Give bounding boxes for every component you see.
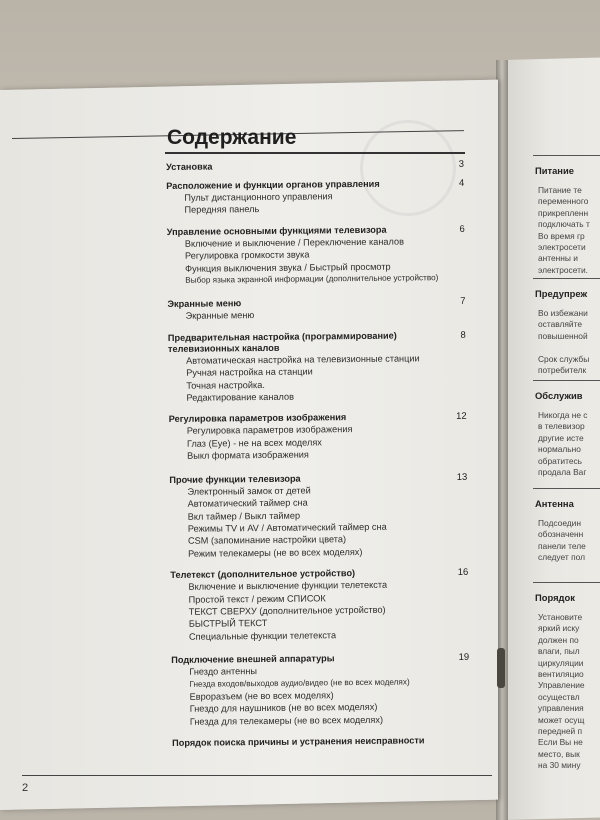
toc-item: Вкл таймер / Выкл таймер xyxy=(187,510,301,522)
toc-item: Гнездо для наушников (не во всех моделях) xyxy=(189,702,378,715)
right-section-rule xyxy=(533,155,600,156)
toc-page-number: 7 xyxy=(460,296,466,308)
toc-page-number: 13 xyxy=(456,471,468,483)
bottom-rule xyxy=(22,775,492,776)
toc-heading: Экранные меню xyxy=(167,298,242,310)
toc-page-number: 6 xyxy=(459,223,465,235)
toc-item: Специальные функции телетекста xyxy=(188,629,337,642)
right-section-text: Никогда не с в телевизор другие исте нормально обратитесь продала Ваг xyxy=(538,410,588,478)
toc-page-number: 16 xyxy=(457,566,469,579)
toc-section xyxy=(167,296,467,323)
right-section-heading: Антенна xyxy=(535,498,574,509)
right-page-content xyxy=(505,0,600,800)
right-section-heading: Питание xyxy=(535,165,574,176)
toc-item: Электронный замок от детей xyxy=(187,485,311,497)
toc-item: Гнездо антенны xyxy=(189,666,258,677)
toc-item: Включение и выключение / Переключение каналов xyxy=(184,236,405,249)
toc-item: Простой текст / режим СПИСОК xyxy=(188,592,326,605)
page-number: 2 xyxy=(22,782,29,794)
toc-item: Точная настройка. xyxy=(186,379,265,391)
toc-item: Ручная настройка на станции xyxy=(186,366,313,379)
toc-heading: Управление основными функциями телевизора xyxy=(166,224,387,237)
right-section-heading: Предупреж xyxy=(535,288,588,299)
toc-section xyxy=(171,652,472,728)
toc-item: Функция выключения звука / Быстрый просмотр xyxy=(185,261,391,274)
right-section-text: Во избежани оставляйте повышенной Срок службы потребителк xyxy=(538,308,590,376)
toc-item: Гнезда для телекамеры (не во всех моделях) xyxy=(189,714,384,727)
toc-item: Выкл формата изображения xyxy=(187,449,309,462)
title-underline xyxy=(165,152,465,154)
right-section-text: Подсоедин обозначенн панели теле следует пол xyxy=(538,518,586,563)
toc-item: Выбор языка экранной информации (дополнительное устройство) xyxy=(185,273,439,285)
toc-item: Регулировка параметров изображения xyxy=(186,424,353,437)
toc-heading: Предварительная настройка (программирование) телевизионных каналов xyxy=(167,330,397,354)
toc-page-number: 12 xyxy=(456,411,467,423)
toc-item: Режимы TV и AV / Автоматический таймер сна xyxy=(187,521,387,534)
right-section-text: Питание те переменного прикрепленн подключать т Во время гр электросети антенны и электросети. xyxy=(538,185,590,275)
toc-page-number: 3 xyxy=(458,158,465,170)
title-box xyxy=(165,118,465,158)
toc-item: Редактирование каналов xyxy=(186,391,295,403)
toc-page-number: 8 xyxy=(460,329,466,341)
toc-heading: Телетекст (дополнительное устройство) xyxy=(170,568,356,581)
toc-heading: Прочие функции телевизора xyxy=(169,473,301,485)
right-section-rule xyxy=(533,488,600,489)
toc-item: Режим телекамеры (не во всех моделях) xyxy=(188,546,363,559)
toc-page-number: 4 xyxy=(458,177,465,189)
toc-item: Включение и выключение функции телетекста xyxy=(188,579,388,592)
toc-item: Экранные меню xyxy=(185,310,255,322)
toc-heading: Установка xyxy=(166,161,213,172)
right-section-heading: Порядок xyxy=(535,592,575,603)
toc-item: Регулировка громкости звука xyxy=(184,249,310,262)
toc-item: Глаз (Eye) - не на всех моделях xyxy=(186,437,322,449)
toc-section xyxy=(166,159,466,173)
toc-section xyxy=(166,178,466,217)
right-section-rule xyxy=(533,278,600,279)
table-of-contents xyxy=(166,159,472,749)
toc-item: Автоматический таймер сна xyxy=(187,497,308,509)
right-section-rule xyxy=(533,582,600,583)
toc-page-number: 19 xyxy=(458,652,470,664)
toc-heading: Порядок поиска причины и устранения неисправности xyxy=(172,735,425,749)
toc-item: Гнезда входов/выходов аудио/видео (не во всех моделях) xyxy=(189,677,410,689)
toc-heading: Подключение внешней аппаратуры xyxy=(171,653,335,666)
toc-section xyxy=(168,330,469,405)
toc-item: CSM (запоминание настройки цвета) xyxy=(187,534,347,547)
toc-item: Евроразъем (не во всех моделях) xyxy=(189,690,334,702)
toc-item: Передняя панель xyxy=(184,204,260,216)
toc-section xyxy=(169,411,469,462)
toc-item: БЫСТРЫЙ ТЕКСТ xyxy=(188,618,268,630)
binding-hole xyxy=(497,648,505,688)
toc-section xyxy=(170,567,471,643)
right-section-text: Установите яркий иску должен по влаги, пыл циркуляции вентиляцио Управление осуществл управления может осущ передней п Если Вы не место, вык на 30 мину xyxy=(538,612,585,771)
right-section-rule xyxy=(533,380,600,381)
page-title: Содержание xyxy=(167,126,297,149)
toc-section xyxy=(169,472,470,561)
toc-item: Пульт дистанционного управления xyxy=(184,191,333,203)
toc-item: ТЕКСТ СВЕРХУ (дополнительное устройство) xyxy=(188,604,386,617)
right-section-heading: Обслужив xyxy=(535,390,583,401)
toc-section xyxy=(167,224,468,288)
toc-heading: Регулировка параметров изображения xyxy=(168,412,347,425)
toc-heading: Расположение и функции органов управления xyxy=(166,178,380,191)
toc-item: Автоматическая настройка на телевизионные станции xyxy=(186,353,420,366)
